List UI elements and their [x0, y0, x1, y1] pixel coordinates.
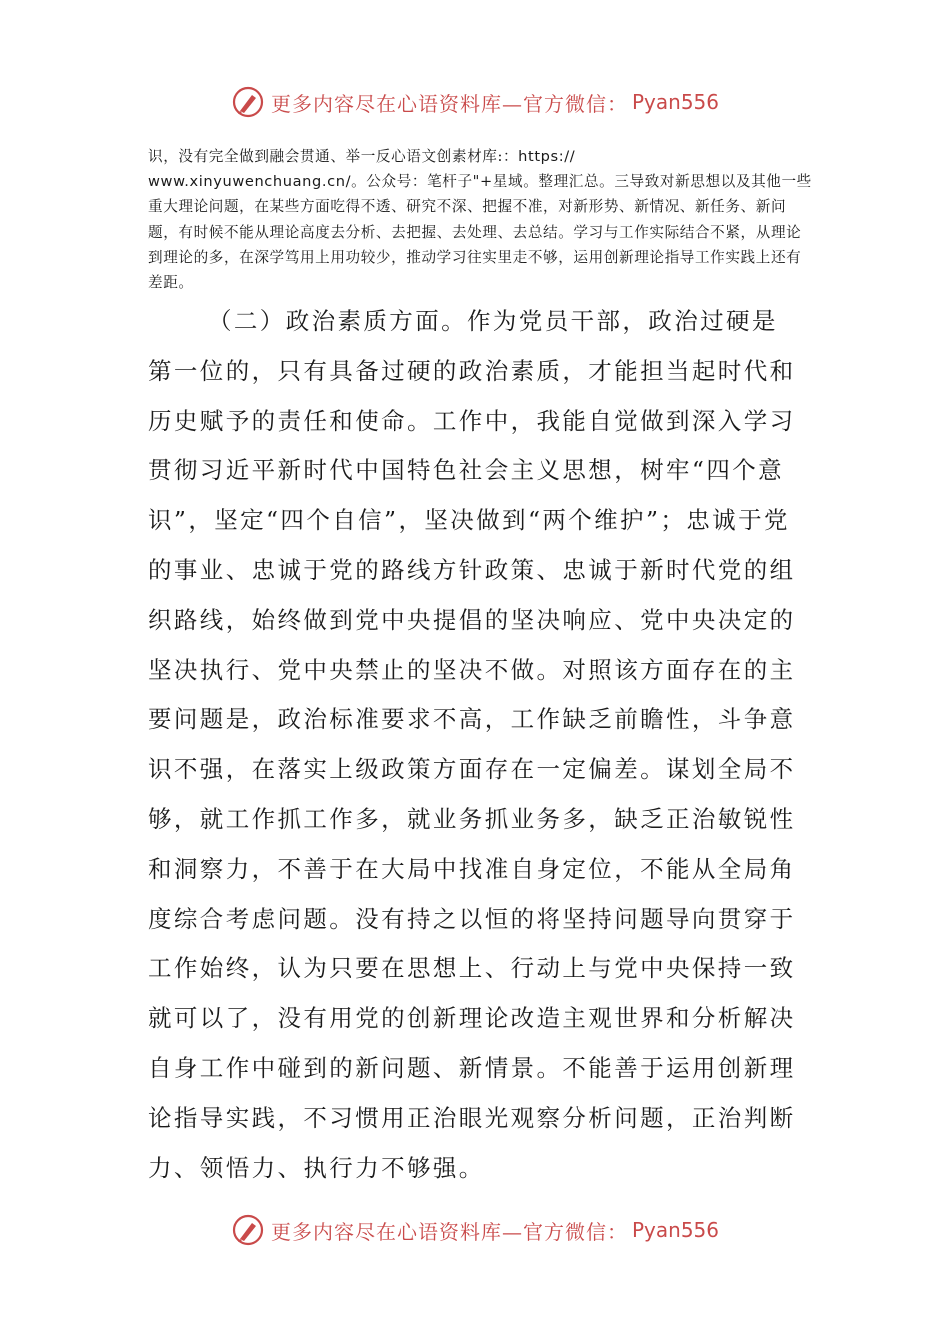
watermark-wechat-id: Pyan556: [631, 1218, 719, 1242]
pen-nib-icon: [231, 1213, 265, 1247]
watermark-wechat-id: Pyan556: [631, 90, 719, 114]
continued-paragraph: [148, 144, 816, 295]
watermark-header: [0, 82, 950, 122]
watermark-text: 更多内容尽在心语资料库—官方微信：: [270, 91, 628, 116]
url-part2: www.xinyuwenchuang.cn/: [148, 173, 352, 191]
url-part1: https://: [518, 148, 576, 165]
watermark-text: 更多内容尽在心语资料库—官方微信：: [270, 1219, 628, 1244]
watermark-footer: [0, 1210, 950, 1250]
pen-nib-icon: [231, 85, 265, 119]
section-paragraph-political-quality: （二）政治素质方面。作为党员干部，政治过硬是第一位的，只有具备过硬的政治素质，才能担当起时代和历史赋予的责任和使命。工作中，我能自觉做到深入学习贯彻习近平新时代中国特色社会主义思想，树牢“四个意识”，坚定“四个自信”，坚决做到“两个维护”；忠诚于党的事业、忠诚于党的路线方针政策、忠诚于新时代党的组织路线，始终做到党中央提倡的坚决响应、党中央决定的坚决执行、党中央禁止的坚决不做。对照该方面存在的主要问题是，政治标准要求不高，工作缺乏前瞻性，斗争意识不强，在落实上级政策方面存在一定偏差。谋划全局不够，就工作抓工作多，就业务抓业务多，缺乏正治敏锐性和洞察力，不善于在大局中找准自身定位，不能从全局角度综合考虑问题。没有持之以恒的将坚持问题导向贯穿于工作始终，认为只要在思想上、行动上与党中央保持一致就可以了，没有用党的创新理论改造主观世界和分析解决自身工作中碰到的新问题、新情景。不能善于运用创新理论指导实践，不习惯用正治眼光观察分析问题，正治判断力、领悟力、执行力不够强。: [148, 307, 796, 1182]
continued-text-part1: 识，没有完全做到融会贯通、举一反心语文创素材库:：: [148, 148, 519, 165]
continued-text-part2: 。公众号：笔杆子"+星域。整理汇总。三导致对新思想以及其他一些重大理论问题，在某些方面吃得不透、研究不深、把握不准，对新形势、新情况、新任务、新问题，有时候不能从理论高度去分析、去把握、去处理、去总结。学习与工作实际结合不紧，从理论到理论的多，在深学笃用上用功较少，推动学习往实里走不够，运用创新理论指导工作实践上还有差距。: [148, 173, 812, 292]
